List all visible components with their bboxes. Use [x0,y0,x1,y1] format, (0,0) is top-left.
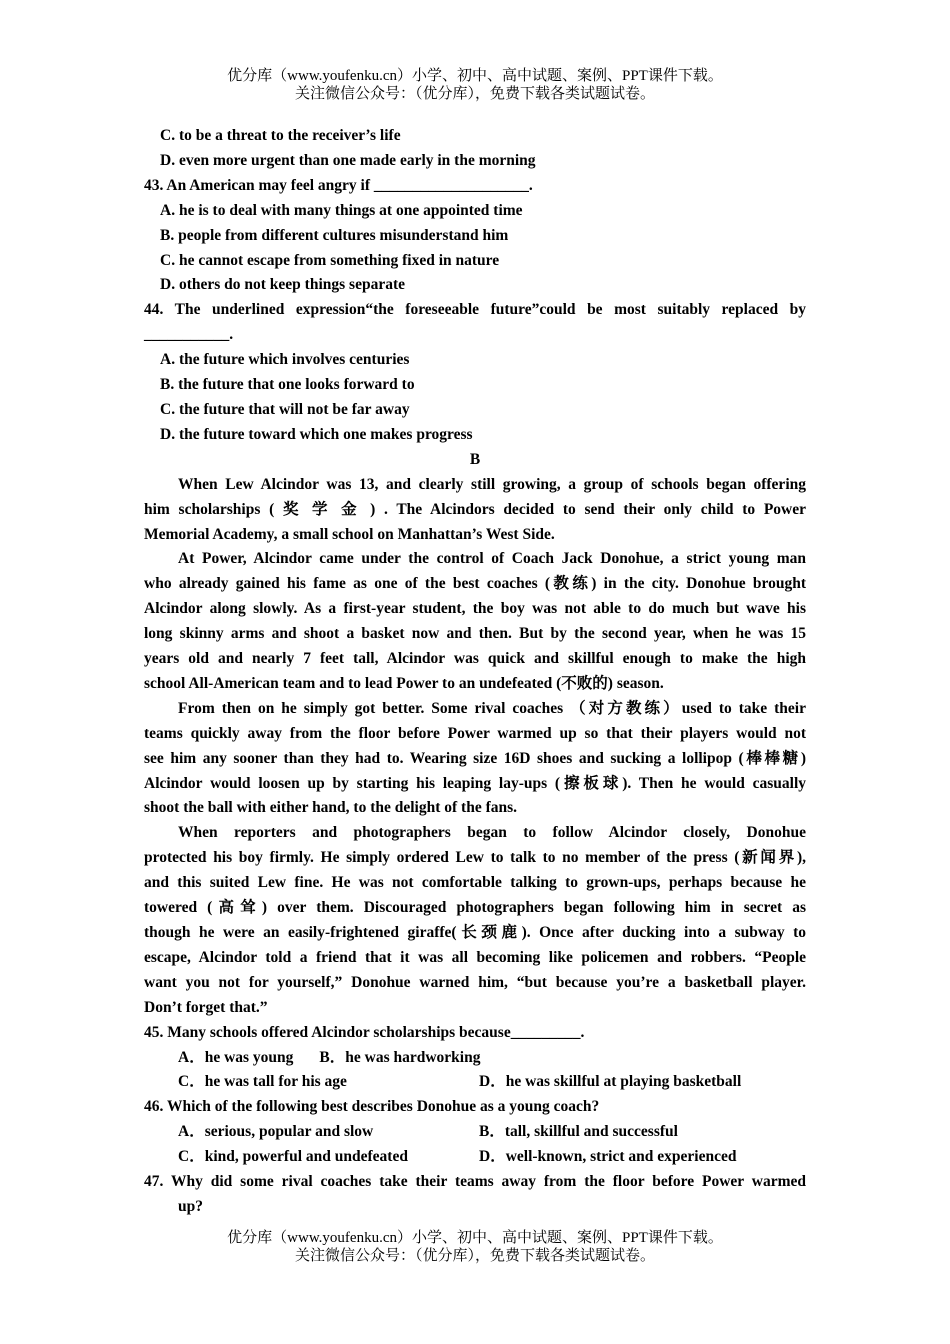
q45-option-c: C．he was tall for his age [178,1073,347,1091]
passage-line: From then on he simply got better. Some rival coaches （对方教练）used to take their [178,699,806,717]
q46-option-b: B．tall, skillful and successful [479,1123,678,1141]
q43-stem: 43. An American may feel angry if ____________________. [144,176,533,194]
passage-line: Alcindor along slowly. As a first-year student, the boy was not able to do much but wave his [144,600,806,618]
passage-line: protected his boy firmly. He simply ordered Lew to talk to no member of the press (新闻界), [144,849,806,867]
passage-paragraph-1 [144,473,806,548]
q46-option-c: C．kind, powerful and undefeated [178,1148,408,1166]
q44-option-b: B. the future that one looks forward to [160,376,415,394]
passage-line: Memorial Academy, a small school on Manhattan’s West Side. [144,525,555,543]
q44-option-a: A. the future which involves centuries [160,351,410,369]
passage-line: towered (高耸) over them. Discouraged photographers began following him in secret as [144,899,806,917]
q46-options-row-1 [144,1120,806,1145]
passage-line: who already gained his fame as one of the best coaches (教练) in the city. Donohue brought [144,575,806,593]
passage-line: escape, Alcindor told a friend that it was all becoming like policemen and robbers. “People [144,948,806,966]
passage-line: and this suited Lew fine. He was not comfortable talking to grown-ups, perhaps because he [144,874,806,892]
passage-line: him scholarships ( 奖 学 金 ) . The Alcindors decided to send their only child to Power [144,500,806,518]
q43-option-d: D. others do not keep things separate [160,276,405,294]
passage-line: When Lew Alcindor was 13, and clearly still growing, a group of schools began offering [178,475,806,493]
passage-line: years old and nearly 7 feet tall, Alcindor was quick and skillful enough to make the high [144,650,806,668]
passage-line: see him any sooner than they had to. Wearing size 16D shoes and sucking a lollipop (棒棒糖) [144,749,806,767]
q44-stem-line-1: 44. The underlined expression“the foreseeable future”could be most suitably replaced by [144,301,806,319]
q42-option-d: D. even more urgent than one made early in the morning [160,151,536,169]
q44-stem-line-2: ___________. [144,326,234,344]
header-line-2: 关注微信公众号：（优分库），免费下载各类试题试卷。 [294,86,655,102]
footer-line-1: 优分库（www.youfenku.cn）小学、初中、高中试题、案例、PPT课件下载。 [227,1230,723,1246]
header-line-1: 优分库（www.youfenku.cn）小学、初中、高中试题、案例、PPT课件下载。 [227,68,723,84]
q43-option-c: C. he cannot escape from something fixed in nature [160,251,500,269]
passage-paragraph-2 [144,547,806,696]
passage-line: At Power, Alcindor came under the control of Coach Jack Donohue, a strict young man [178,550,806,568]
q47-stem-line-1: 47. Why did some rival coaches take their teams away from the floor before Power warmed [144,1173,806,1191]
passage-line: though he were an easily-frightened giraffe(长颈鹿). Once after ducking into a subway to [144,924,806,941]
section-b-title: B [469,450,481,468]
q43-option-b: B. people from different cultures misunderstand him [160,226,509,244]
q43-option-a: A. he is to deal with many things at one appointed time [160,201,523,219]
q42-option-c: C. to be a threat to the receiver’s life [160,127,401,144]
q46-stem: 46. Which of the following best describes Donohue as a young coach? [144,1098,600,1116]
q44-option-d: D. the future toward which one makes progress [160,425,473,443]
passage-paragraph-4 [144,821,806,1020]
q45-options-row-2 [144,1070,806,1095]
page-footer [0,1229,950,1265]
document-body [144,124,806,1220]
passage-line: Alcindor would loosen up by starting his leaping lay-ups (擦板球). Then he would casually [144,774,806,792]
q45-option-a: A．he was young [178,1048,294,1066]
passage-line: school All-American team and to lead Power to an undefeated (不败的) season. [144,674,664,692]
q47-stem-line-2: up? [178,1197,203,1215]
q45-options-row-1 [144,1046,806,1071]
passage-line: Don’t forget that.” [144,998,268,1016]
q46-option-d: D．well-known, strict and experienced [479,1148,737,1166]
passage-line: long skinny arms and shoot a basket now and then. But by the second year, when he was 15 [144,625,806,643]
passage-line: want you not for yourself,” Donohue warned him, “but because you’re a basketball player. [144,973,806,991]
passage-line: shoot the ball with either hand, to the delight of the fans. [144,799,518,817]
page-header [0,67,950,103]
q45-option-d: D．he was skillful at playing basketball [479,1073,742,1091]
passage-line: When reporters and photographers began to follow Alcindor closely, Donohue [178,824,806,842]
passage-paragraph-3 [144,697,806,822]
q45-stem: 45. Many schools offered Alcindor scholarships because_________. [144,1023,585,1041]
q46-option-a: A．serious, popular and slow [178,1123,374,1141]
footer-line-2: 关注微信公众号：（优分库），免费下载各类试题试卷。 [294,1248,655,1264]
q44-option-c: C. the future that will not be far away [160,400,410,418]
q46-options-row-2 [144,1145,806,1170]
passage-line: teams quickly away from the floor before Power warmed up so that their players would not [144,724,806,742]
q45-option-b: B．he was hardworking [319,1048,481,1066]
